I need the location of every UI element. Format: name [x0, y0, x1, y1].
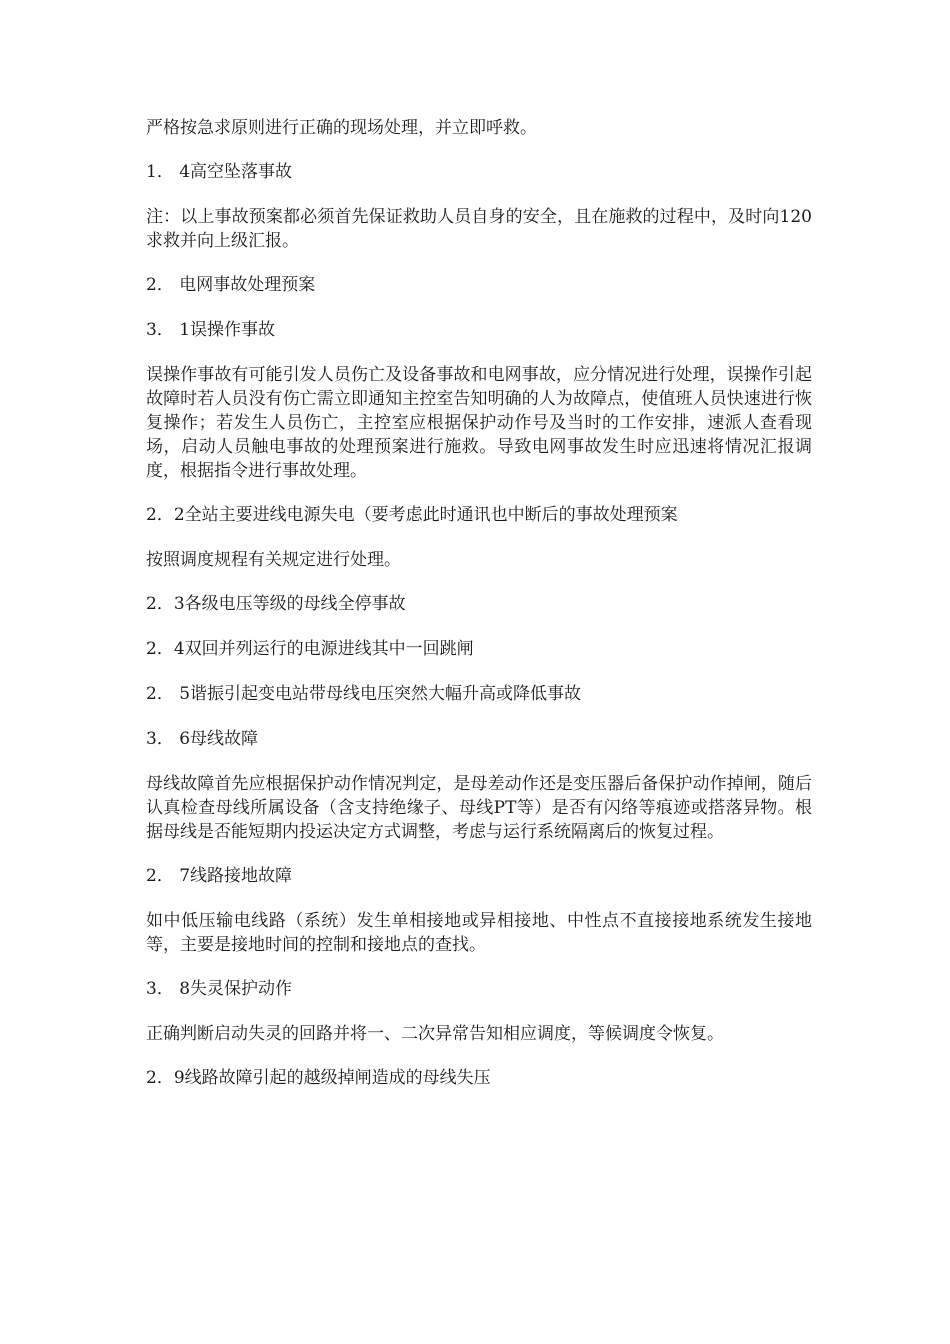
- heading-3-6-busbar-fault: 3． 6母线故障: [146, 729, 259, 749]
- paragraph-ground-fault: 如中低压输电线路（系统）发生单相接地或异相接地、中性点不直接接地系统发生接地等，主要是接地时间的控制和接地点的查找。: [146, 911, 812, 955]
- heading-2-7-ground-fault: 2． 7线路接地故障: [146, 866, 293, 886]
- paragraph-misoperation: 误操作事故有可能引发人员伤亡及设备事故和电网事故，应分情况进行处理，误操作引起故障时若人员没有伤亡需立即通知主控室告知明确的人为故障点，使值班人员快速进行恢复操作；若发生人员伤亡，主控室应根据保护动作号及当时的工作安排，速派人查看现场，启动人员触电事故的处理预案进行施救。导致电网事故发生时应迅速将情况汇报调度，根据指令进行事故处理。: [146, 365, 812, 481]
- document-page: [146, 116, 812, 1111]
- heading-1-4-fall-accident: 1． 4高空坠落事故: [146, 162, 293, 182]
- heading-2-5-resonance: 2． 5谐振引起变电站带母线电压突然大幅升高或降低事故: [146, 684, 582, 704]
- heading-2-3-busbar-outage: 2．3各级电压等级的母线全停事故: [146, 594, 406, 614]
- paragraph-breaker-failure: 正确判断启动失灵的回路并将一、二次异常告知相应调度，等候调度令恢复。: [146, 1024, 724, 1044]
- paragraph-busbar-fault: 母线故障首先应根据保护动作情况判定，是母差动作还是变压器后备保护动作掉闸，随后认真检查母线所属设备（含支持绝缘子、母线PT等）是否有闪络等痕迹或搭落异物。根据母线是否能短期内投运决定方式调整，考虑与运行系统隔离后的恢复过程。: [146, 774, 812, 842]
- heading-3-1-misoperation: 3． 1误操作事故: [146, 320, 276, 340]
- paragraph-dispatch-rules: 按照调度规程有关规定进行处理。: [146, 550, 401, 570]
- heading-2-9-overstep-trip: 2．9线路故障引起的越级掉闸造成的母线失压: [146, 1068, 491, 1088]
- heading-2-4-line-trip: 2．4双回并列运行的电源进线其中一回跳闸: [146, 639, 474, 659]
- heading-2-grid-accident-plan: 2． 电网事故处理预案: [146, 275, 316, 295]
- heading-3-8-breaker-failure: 3． 8失灵保护动作: [146, 979, 293, 999]
- paragraph-safety-note: 注：以上事故预案都必须首先保证救助人员自身的安全，且在施救的过程中，及时向120求救并向上级汇报。: [146, 207, 812, 251]
- paragraph-first-aid-principle: 严格按急求原则进行正确的现场处理，并立即呼救。: [146, 118, 537, 138]
- heading-2-2-power-loss: 2．2全站主要进线电源失电（要考虑此时通讯也中断后的事故处理预案: [146, 505, 678, 525]
